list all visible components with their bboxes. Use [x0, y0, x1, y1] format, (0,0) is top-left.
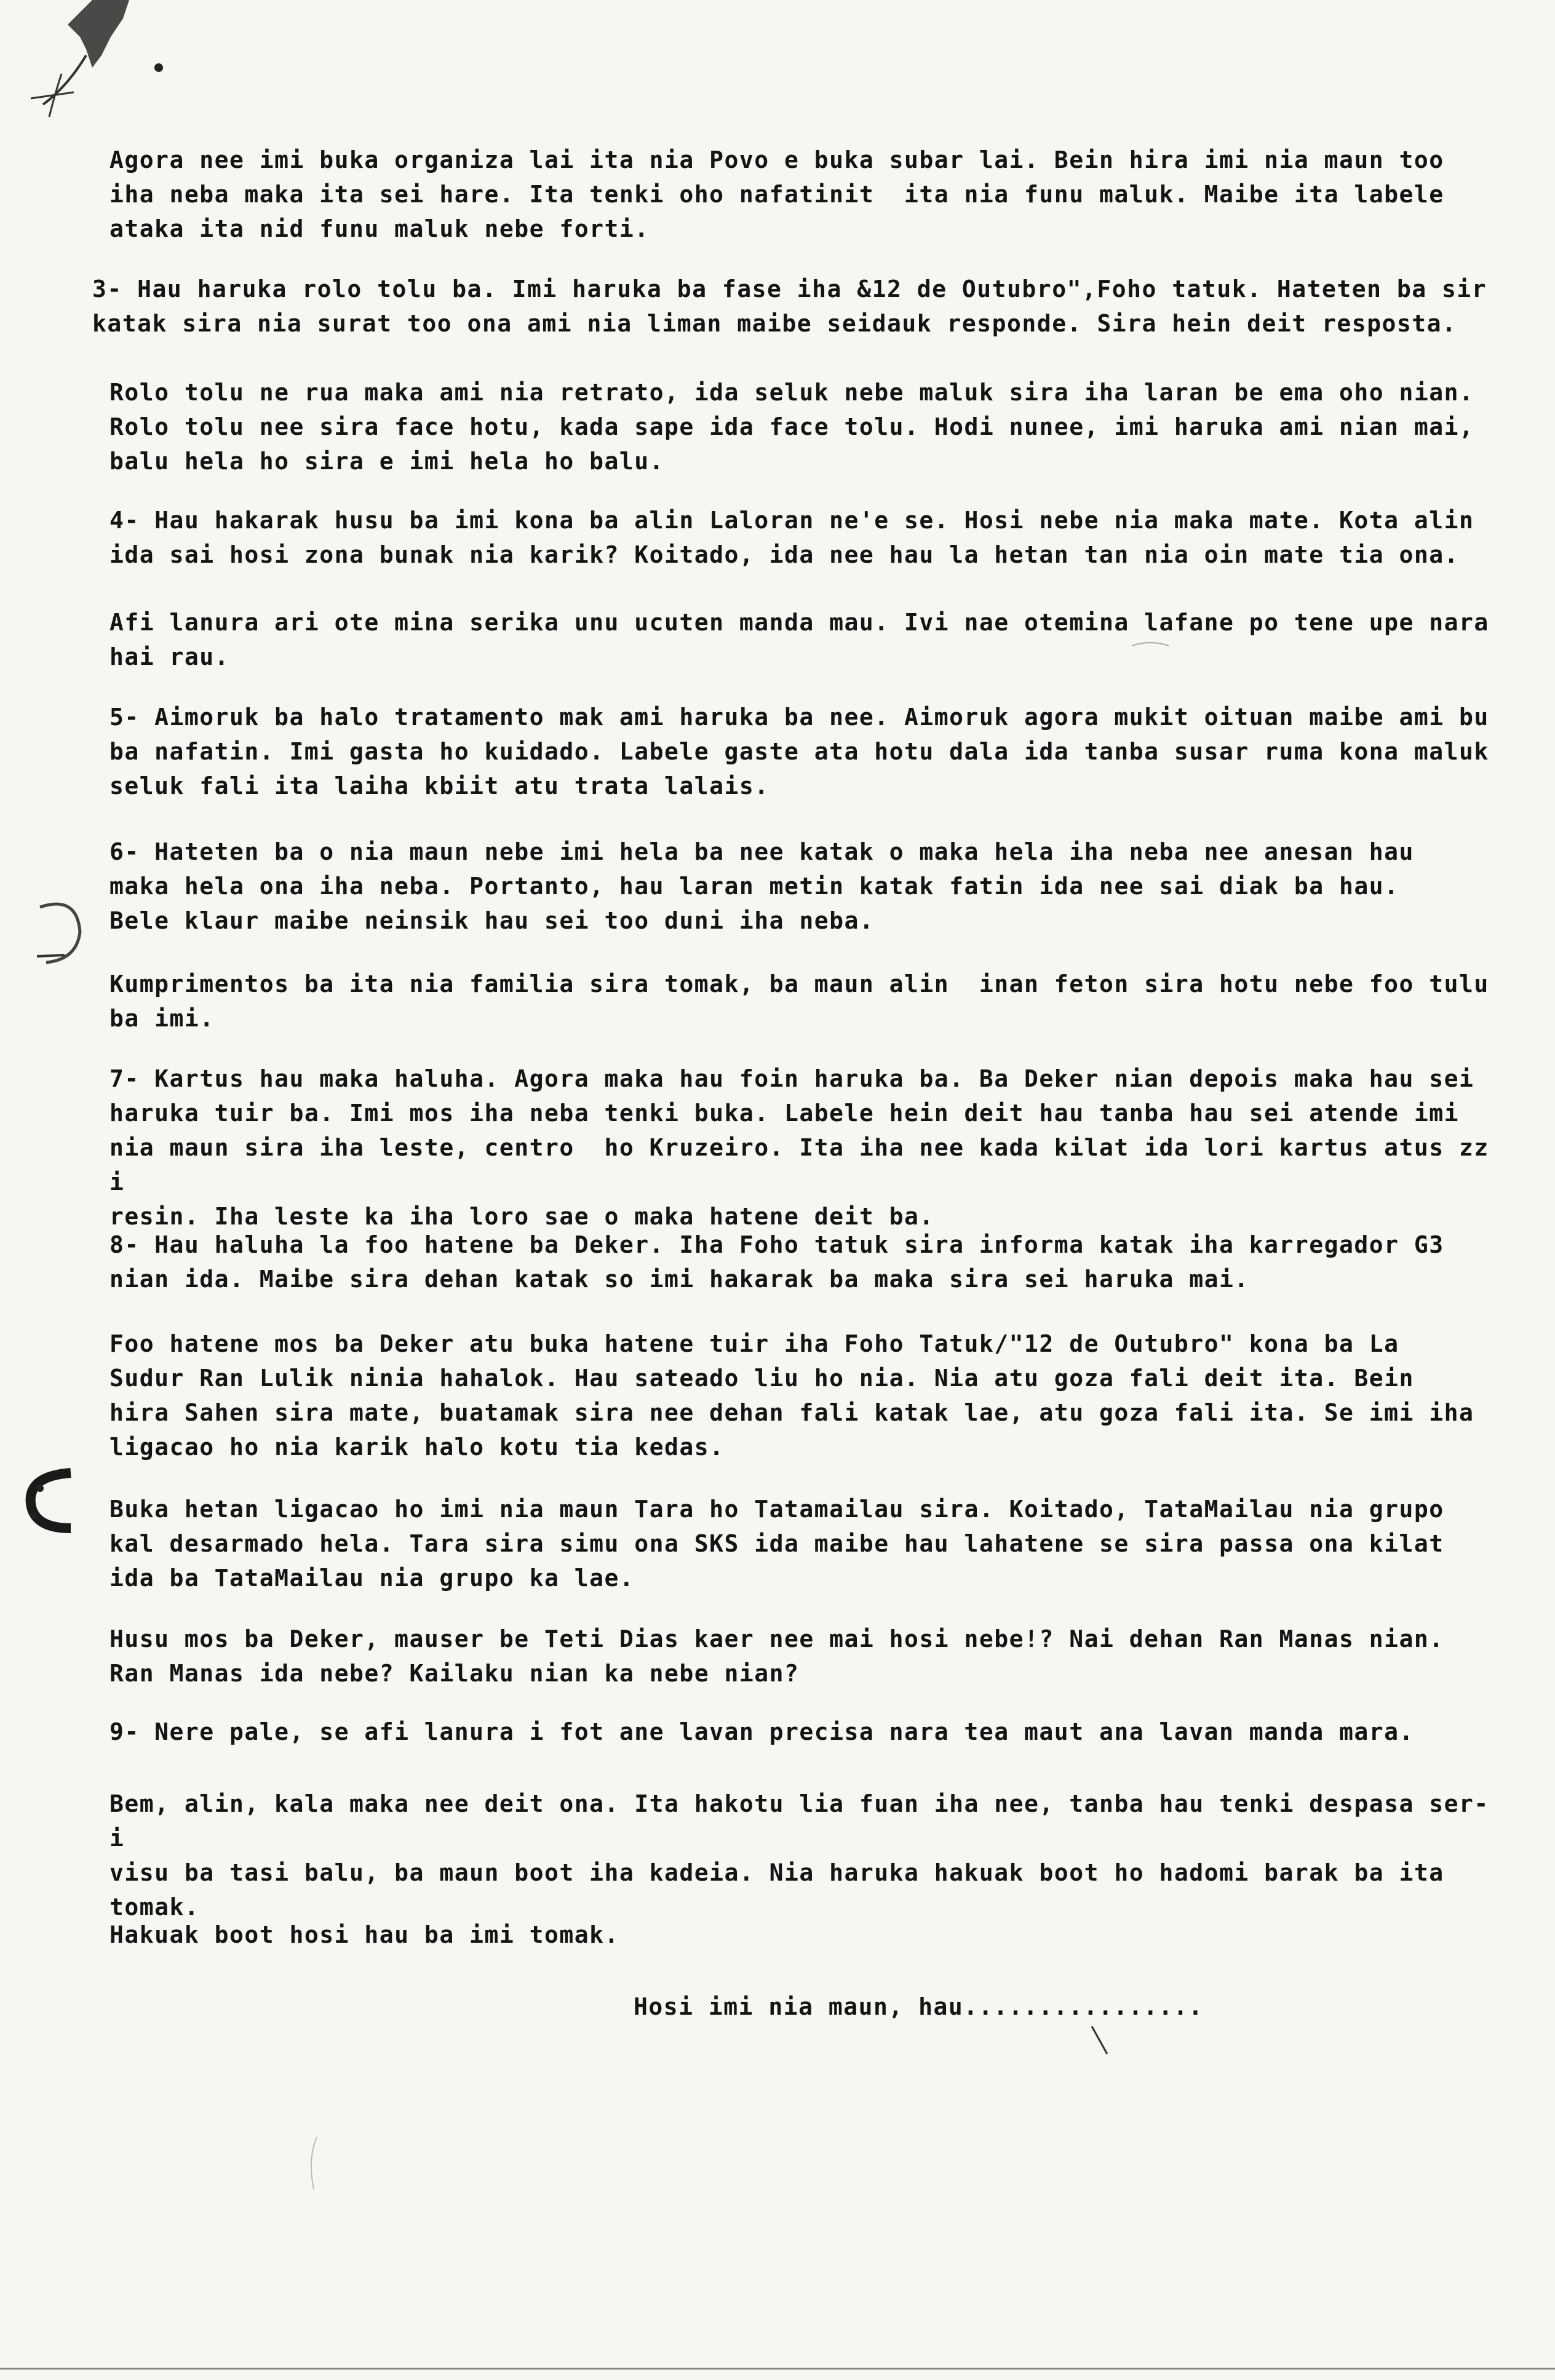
- paragraph-5: Afi lanura ari ote mina serika unu ucuten manda mau. Ivi nae otemina lafane po tene upe nara hai rau.: [109, 609, 1489, 670]
- punch-hole-mark-2: [15, 1464, 89, 1537]
- paragraph-7-item-6: 6- Hateten ba o nia maun nebe imi hela ba nee katak o maka hela iha neba nee anesan hau maka hela ona iha neba. Portanto, hau laran metin katak fatin ida nee sai diak ba hau. Bele klaur maibe neinsik hau sei too duni iha neba.: [109, 838, 1414, 934]
- paragraph-15: Bem, alin, kala maka nee deit ona. Ita hakotu lia fuan iha nee, tanba hau tenki despasa ser- i visu ba tasi balu, ba maun boot iha kadeia. Nia haruka hakuak boot ho hadomi barak ba ita tomak.: [109, 1790, 1489, 1921]
- paragraph-12: Buka hetan ligacao ho imi nia maun Tara ho Tatamailau sira. Koitado, TataMailau nia grupo kal desarmado hela. Tara sira simu ona SKS ida maibe hau lahatene se sira passa ona kilat ida ba TataMailau nia grupo ka lae.: [109, 1496, 1444, 1592]
- paragraph-8: Kumprimentos ba ita nia familia sira tomak, ba maun alin inan feton sira hotu nebe foo tulu ba imi.: [109, 970, 1489, 1032]
- paragraph-16-closing: Hakuak boot hosi hau ba imi tomak.: [109, 1921, 619, 1948]
- signature-line: Hosi imi nia maun, hau................: [634, 1993, 1204, 2020]
- paragraph-14-item-9: 9- Nere pale, se afi lanura i fot ane lavan precisa nara tea maut ana lavan manda mara.: [109, 1718, 1414, 1745]
- paragraph-3: Rolo tolu ne rua maka ami nia retrato, ida seluk nebe maluk sira iha laran be ema oho nian. Rolo tolu nee sira face hotu, kada sape ida face tolu. Hodi nunee, imi haruka ami nian mai, balu hela ho sira e imi hela ho balu.: [109, 379, 1474, 475]
- ink-smudge-top-left: [18, 0, 166, 123]
- paragraph-11: Foo hatene mos ba Deker atu buka hatene tuir iha Foho Tatuk/"12 de Outubro" kona ba La Sudur Ran Lulik ninia hahalok. Hau sateado liu ho nia. Nia atu goza fali deit ita. Bein hira Sahen sira mate, buatamak sira nee dehan fali katak lae, atu goza fali ita. Se imi iha ligacao ho nia karik halo kotu tia kedas.: [109, 1330, 1474, 1461]
- paragraph-6-item-5: 5- Aimoruk ba halo tratamento mak ami haruka ba nee. Aimoruk agora mukit oituan maibe ami bu ba nafatin. Imi gasta ho kuidado. Labele gaste ata hotu dala ida tanba susar ruma kona maluk seluk fali ita laiha kbiit atu trata lalais.: [109, 704, 1489, 799]
- faint-mark-bottom-left: [301, 2134, 326, 2196]
- paragraph-2-item-3: 3- Hau haruka rolo tolu ba. Imi haruka ba fase iha &12 de Outubro",Foho tatuk. Hateten ba sir katak sira nia surat too ona ami nia liman maibe seidauk responde. Sira hein deit resposta.: [92, 276, 1487, 337]
- paragraph-1: Agora nee imi buka organiza lai ita nia Povo e buka subar lai. Bein hira imi nia maun too iha neba maka ita sei hare. Ita tenki oho nafatinit ita nia funu maluk. Maibe ita labele ataka ita nid funu maluk nebe forti.: [109, 146, 1444, 242]
- pen-tick-mark: [1089, 2023, 1113, 2060]
- paragraph-10-item-8: 8- Hau haluha la foo hatene ba Deker. Iha Foho tatuk sira informa katak iha karregador G3 nian ida. Maibe sira dehan katak so imi hakarak ba maka sira sei haruka mai.: [109, 1231, 1444, 1293]
- paragraph-4-item-4: 4- Hau hakarak husu ba imi kona ba alin Laloran ne'e se. Hosi nebe nia maka mate. Kota alin ida sai hosi zona bunak nia karik? Koitado, ida nee hau la hetan tan nia oin mate tia ona.: [109, 507, 1474, 568]
- paragraph-9-item-7: 7- Kartus hau maka haluha. Agora maka hau foin haruka ba. Ba Deker nian depois maka hau sei haruka tuir ba. Imi mos iha neba tenki buka. Labele hein deit hau tanba hau sei atende imi nia maun sira iha leste, centro ho Kruzeiro. Ita iha nee kada kilat ida lori kartus atus zz i resin. Iha leste ka iha loro sae o maka hatene deit ba.: [109, 1065, 1489, 1230]
- punch-hole-mark-1: [28, 901, 89, 969]
- bottom-edge-line: [0, 2368, 1555, 2370]
- paragraph-13: Husu mos ba Deker, mauser be Teti Dias kaer nee mai hosi nebe!? Nai dehan Ran Manas nian. Ran Manas ida nebe? Kailaku nian ka nebe nian?: [109, 1625, 1444, 1687]
